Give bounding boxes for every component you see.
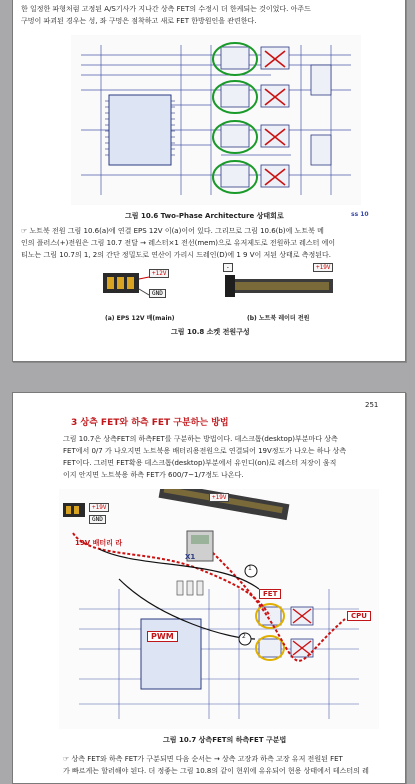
body-text-line: 가 빠르게는 할러해야 된다. 더 정좋는 그림 10.8의 같이 현위에 유유되어 현용 상태에서 테스터의 레 xyxy=(63,767,369,775)
figure-caption: 그림 10.8 소켓 전원구성 xyxy=(171,328,250,336)
body-text-line: 인의 플러스(+)전원은 그림 10.7 전달 → 레스터×1 전선(mem)으로 유저제도로 전원하고 레스터 에이 xyxy=(21,239,336,247)
body-text-line: FET이다. 그러면 FET확용 데스크톱(desktop)부분에서 유인디(on)로 레스터 저장이 움직 xyxy=(63,459,337,467)
fig-label-19v-b: +19V xyxy=(209,493,229,502)
fig-label-pwm: PWM xyxy=(147,631,178,642)
body-text-line: 구멍이 파괴된 경우는 성, 좌 구멍은 점착하고 새로 FET 한방원인을 관련한다. xyxy=(21,17,257,25)
fig-label-cpu: CPU xyxy=(347,611,371,621)
section-title: 상측 FET와 하측 FET 구분하는 방법 xyxy=(80,418,229,428)
body-text-line: FET에서 0/7 가 나오지면 노트북용 배터리용전원으로 연결되어 19V정도가 나오는 하나 상측 xyxy=(63,447,347,455)
fig-label-x1: X1 xyxy=(185,553,196,561)
document-page-2 xyxy=(12,392,406,784)
section-number: 3 xyxy=(71,418,78,428)
label-minus: - xyxy=(223,263,233,272)
section-heading xyxy=(71,415,229,428)
fig-label-fet: FET xyxy=(259,589,281,599)
fig-label-19v: +19V xyxy=(89,503,109,512)
schematic-figure xyxy=(71,35,361,205)
subcaption-a: (a) EPS 12V 배(main) xyxy=(105,315,175,322)
two-phase-schematic xyxy=(71,35,361,205)
fet-schematic xyxy=(59,489,379,729)
body-text-line: ☞ 노트북 전원 그림 10.6(a)에 연결 EPS 12V 이(a)이어 있다. 그리므로 그림 10.6(b)에 노트북 메 xyxy=(21,227,324,235)
body-text-line: 그림 10.7은 상측FET의 하측FET를 구분하는 방법이다. 데스크톱(desktop)부분마다 상측 xyxy=(63,435,338,443)
body-text-line: 한 일정한 파형처럼 고정된 A/S기사가 지나간 상측 FET의 수정시 더 한케되는 것이었다. 아주드 xyxy=(21,5,311,13)
body-text-line: ☞ 상측 FET와 하측 FET가 구분되면 다음 순서는 → 상측 고장과 하측 고장 유저 전원된 FET xyxy=(63,755,343,763)
body-text-line: 이지 안지면 노트북용 하측 FET가 600/7~1/7정도 나온다. xyxy=(63,471,244,479)
subcaption-b: (b) 노트북 레이더 전원 xyxy=(247,315,310,322)
figure-caption: 그림 10.7 상측FET의 하측FET 구분법 xyxy=(163,736,287,744)
fet-identification-figure xyxy=(59,489,379,729)
label-12v: +12V xyxy=(149,269,169,278)
label-19v: +19V xyxy=(313,263,333,272)
body-text-line: 티노는 그림 10.7의 1, 2의 간단 정밀도로 연산이 가리시 드레인(D)에 1 9 V이 저된 상태로 측정된다. xyxy=(21,251,332,259)
fig-label-num-2: 2 xyxy=(242,633,246,640)
fig-label-battery-19v: 19V 배터리 라 xyxy=(75,539,123,547)
label-gnd: GND xyxy=(149,289,166,298)
fig-label-num-1: 1 xyxy=(248,565,252,572)
fig-label-gnd: GND xyxy=(89,515,106,524)
document-page-1 xyxy=(12,0,406,362)
page-number: 251 xyxy=(365,401,379,409)
figure-tag: ss 10 xyxy=(351,211,369,218)
figure-caption: 그림 10.6 Two-Phase Architecture 상태회로 xyxy=(125,212,284,220)
